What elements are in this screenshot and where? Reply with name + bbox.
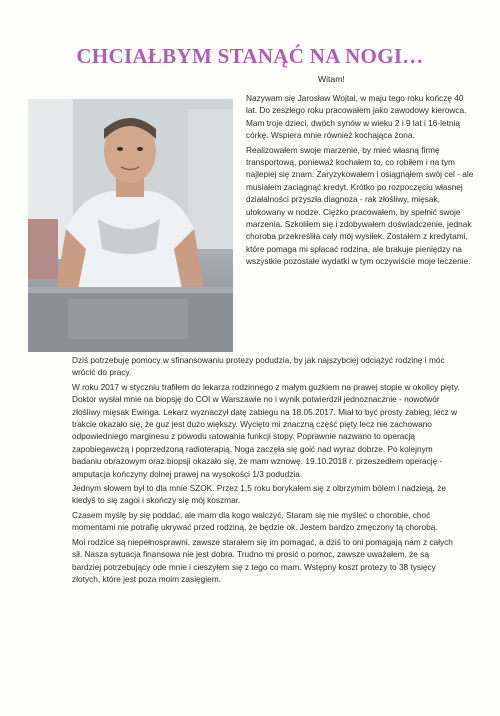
intro-text-column	[246, 92, 474, 268]
main-text-body	[72, 354, 460, 585]
paragraph: Dziś potrzebuję pomocy w sfinansowaniu protezy podudzia, by jak najszybciej odciążyć rodzinę i móc wrócić do pracy.	[72, 355, 445, 378]
greeting: Witam!	[318, 74, 345, 84]
paragraph: W roku 2017 w styczniu trafiłem do lekarza rodzinnego z małym guzkiem na prawej stopie w okolicy pięty. Doktor wysłał mnie na biopsję do COI w Warszawie no i wynik potwierdził jednoznacznie - nowotwór złośliwy mięsak Ewinga. Lekarz wyznaczył datę zabiegu na 18.05.2017. Miał to być prosty zabieg, lecz w trakcie okazało się, że guz jest dużo większy. Wycięto mi znaczną część pięty lecz nie zachowano odpowiedniego marginesu z powodu ratowania funkcji stopy. Poprawnie nazwano to operacją zapobiegawczą i poprzedzoną radioterapią. Noga zaczęła się goić nad wyraz dobrze. Po kolejnym badaniu obrazowym oraz biopsji okazało się, że mam wznowę. 19.10.2018 r. przeszedłem operację - amputacja kończyny dolnej prawej na wysokości 1/3 podudzia.	[72, 381, 460, 479]
page-title: CHCIAŁBYM STANĄĆ NA NOGI…	[76, 44, 424, 68]
paragraph: Czasem myślę by się poddać, ale mam dla kogo walczyć. Staram się nie myśleć o chorobie, choć momentami nie potrafię ukrywać przed rodziną, że będzie ok. Jestem bardzo zmęczony tą chorobą.	[72, 509, 438, 533]
paragraph: Moi rodzice są niepełnosprawni, zawsze starałem się im pomagać, a dziś to oni pomagają nam z całych sił. Nasza sytuacja finansowa nie jest dobra. Trudno mi prosić o pomoc, zawsze uważałem, że są bardziej potrzebujący ode mnie i cieszyłem się z tego co mam. Wstępny koszt protezy to 38 tysięcy złotych, które jest poza moim zasięgiem.	[72, 536, 453, 584]
paragraph: Nazywam się Jarosław Wojtal, w maju tego roku kończę 40 lat. Do zeszłego roku pracowałem jako zawodowy kierowca. Mam troje dzieci, dwóch synów w wieku 2 i 9 lat i 16-letnią córkę. Wspiera mnie również kochająca żona.	[246, 93, 467, 141]
paragraph: Jednym słowem był to dla mnie SZOK. Przez 1,5 roku borykałem się z olbrzymim bólem i nadzieją, że kiedyś to się zagoi i skończy się mój koszmar.	[72, 483, 446, 506]
portrait-photo	[28, 99, 233, 352]
paragraph: Realizowałem swoje marzenie, by mieć własną firmę transportową, ponieważ kochałem to, co robiłem i na tym najlepiej się znam. Zaryzykowałem i osiągnąłem swój cel - ale musiałem zaciągnąć kredyt. Krótko po rozpoczęciu własnej działalności przyszła diagnoza - rak złośliwy, mięsak, ulokowany w nodze. Ciężko pracowałem, by spełnić swoje marzenia. Szkoliłem się i zdobywałem doświadczenie, jednak choroba przekreśliła cały mój wysiłek. Zostałem z kredytami, które pomaga mi spłacać rodzina, ale brakuje pieniędzy na wszystkie pozostałe wydatki w tym oczywiście moje leczenie.	[246, 144, 474, 267]
